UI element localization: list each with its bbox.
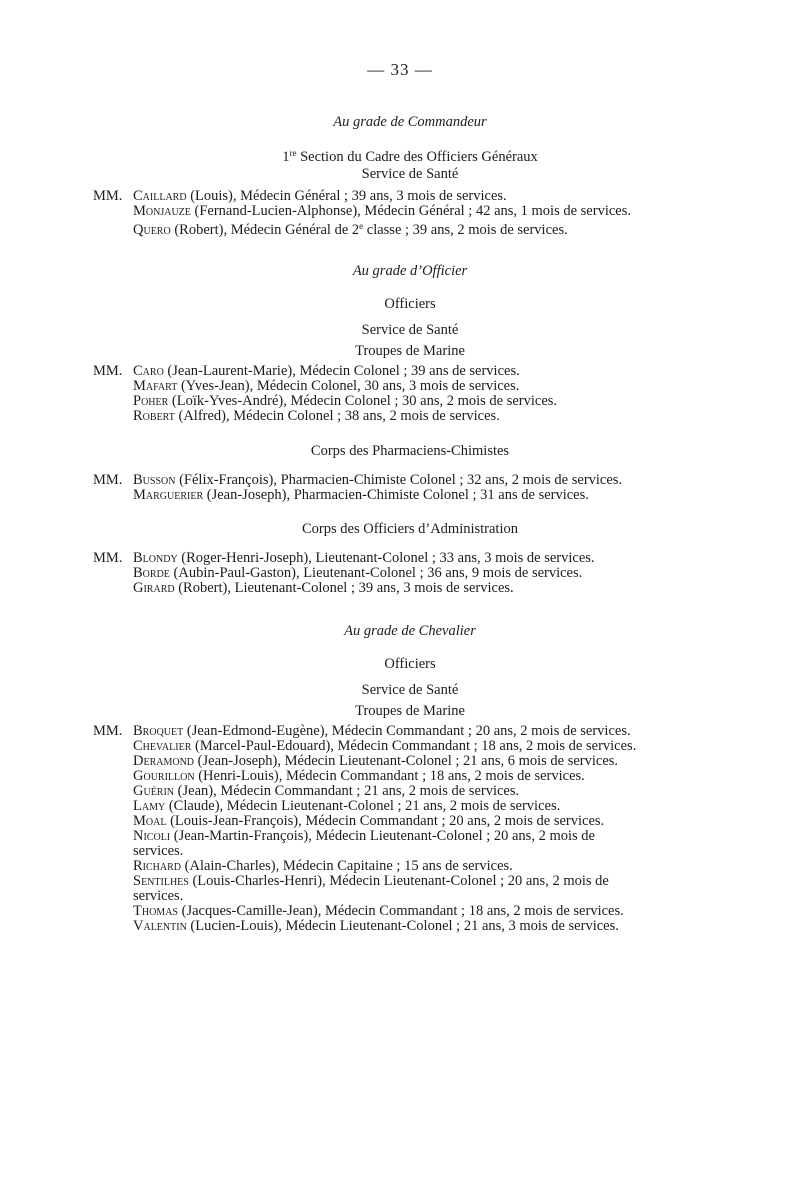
entry-text-2: classe ; 39 ans, 2 mois de services. bbox=[363, 222, 568, 238]
entry-text: (Alain-Charles), Médecin Capitaine ; 15 ans de services. bbox=[181, 858, 513, 874]
entry-text: (Fernand-Lucien-Alphonse), Médecin Général ; 42 ans, 1 mois de services. bbox=[190, 203, 631, 219]
entry bbox=[133, 473, 622, 488]
entry-text: (Yves-Jean), Médecin Colonel, 30 ans, 3 mois de services. bbox=[177, 378, 520, 394]
entry bbox=[133, 364, 520, 379]
entry-text: (Aubin-Paul-Gaston), Lieutenant-Colonel ; 36 ans, 9 mois de services. bbox=[169, 565, 583, 581]
heading-service-sante: Service de Santé bbox=[361, 166, 459, 182]
heading-service-sante: Service de Santé bbox=[361, 682, 459, 698]
entry bbox=[133, 754, 618, 769]
entry-name: Gourillon bbox=[133, 768, 195, 784]
entry-name: Guérin bbox=[133, 783, 175, 799]
entry bbox=[133, 566, 582, 581]
entry bbox=[133, 488, 589, 503]
heading-commandeur: Au grade de Commandeur bbox=[333, 114, 487, 130]
entry bbox=[133, 724, 631, 739]
entry bbox=[133, 784, 519, 799]
heading-troupes-marine: Troupes de Marine bbox=[355, 343, 465, 359]
entry bbox=[133, 904, 624, 919]
entry-continuation: services. bbox=[133, 888, 184, 904]
entry bbox=[133, 859, 513, 874]
entry bbox=[133, 829, 595, 844]
entry-text: (Félix-François), Pharmacien-Chimiste Colonel ; 32 ans, 2 mois de services. bbox=[175, 472, 623, 488]
entry-name: Sentilhes bbox=[133, 873, 189, 889]
entry-name: Broquet bbox=[133, 723, 184, 739]
heading-cadre bbox=[0, 148, 800, 166]
entry bbox=[133, 409, 500, 424]
entry-name: Caro bbox=[133, 363, 164, 379]
entry-text: (Robert), Médecin Général de 2 bbox=[170, 222, 360, 238]
entry-text: (Jean-Joseph), Médecin Lieutenant-Colonel ; 21 ans, 6 mois de services. bbox=[194, 753, 619, 769]
heading-troupes-marine: Troupes de Marine bbox=[355, 703, 465, 719]
entry-name: Busson bbox=[133, 472, 176, 488]
mm-label: MM. bbox=[93, 472, 123, 488]
mm-label: MM. bbox=[93, 723, 123, 739]
entry-text: (Jean-Edmond-Eugène), Médecin Commandant ; 20 ans, 2 mois de services. bbox=[183, 723, 631, 739]
entry-name: Quero bbox=[133, 222, 171, 238]
entry-text: (Louis-Jean-François), Médecin Commandant ; 20 ans, 2 mois de services. bbox=[166, 813, 605, 829]
entry-name: Caillard bbox=[133, 188, 187, 204]
entry-name: Robert bbox=[133, 408, 175, 424]
entry-name: Marguerier bbox=[133, 487, 204, 503]
entry-name: Monjauze bbox=[133, 203, 191, 219]
entry-text: (Roger-Henri-Joseph), Lieutenant-Colonel ; 33 ans, 3 mois de services. bbox=[177, 550, 595, 566]
entry-name: Valentin bbox=[133, 918, 187, 934]
entry-continuation: services. bbox=[133, 843, 184, 859]
entry-text: (Jacques-Camille-Jean), Médecin Commandant ; 18 ans, 2 mois de services. bbox=[177, 903, 624, 919]
entry bbox=[133, 379, 519, 394]
entry-name: Chevalier bbox=[133, 738, 192, 754]
entry-name: Borde bbox=[133, 565, 170, 581]
heading-officiers: Officiers bbox=[384, 296, 436, 312]
entry-text: (Jean), Médecin Commandant ; 21 ans, 2 mois de services. bbox=[174, 783, 520, 799]
entry bbox=[133, 919, 619, 934]
entry bbox=[133, 219, 568, 238]
heading-administration: Corps des Officiers d’Administration bbox=[302, 521, 518, 537]
entry-text: (Loïk-Yves-André), Médecin Colonel ; 30 ans, 2 mois de services. bbox=[168, 393, 558, 409]
entry-text: (Louis-Charles-Henri), Médecin Lieutenant-Colonel ; 20 ans, 2 mois de bbox=[188, 873, 609, 889]
entry-name: Girard bbox=[133, 580, 175, 596]
cadre-prefix: 1 bbox=[282, 149, 290, 165]
entry-text: (Marcel-Paul-Edouard), Médecin Commandant ; 18 ans, 2 mois de services. bbox=[191, 738, 637, 754]
entry-text: (Robert), Lieutenant-Colonel ; 39 ans, 3 mois de services. bbox=[174, 580, 514, 596]
entry-text: (Alfred), Médecin Colonel ; 38 ans, 2 mois de services. bbox=[174, 408, 500, 424]
entry-name: Deramond bbox=[133, 753, 195, 769]
heading-officier: Au grade d’Officier bbox=[352, 263, 468, 279]
mm-label: MM. bbox=[93, 550, 123, 566]
entry bbox=[133, 739, 636, 754]
entry-sup: e bbox=[359, 221, 364, 231]
entry-text: (Lucien-Louis), Médecin Lieutenant-Colonel ; 21 ans, 3 mois de services. bbox=[186, 918, 619, 934]
entry-name: Moal bbox=[133, 813, 167, 829]
entry bbox=[133, 551, 595, 566]
mm-label: MM. bbox=[93, 188, 123, 204]
entry-name: Richard bbox=[133, 858, 182, 874]
entry-name: Lamy bbox=[133, 798, 166, 814]
entry bbox=[133, 204, 631, 219]
entry bbox=[133, 581, 514, 596]
entry-name: Thomas bbox=[133, 903, 178, 919]
entry-text: (Jean-Joseph), Pharmacien-Chimiste Colonel ; 31 ans de services. bbox=[203, 487, 589, 503]
entry-text: (Jean-Laurent-Marie), Médecin Colonel ; 39 ans de services. bbox=[163, 363, 520, 379]
heading-pharmaciens: Corps des Pharmaciens-Chimistes bbox=[310, 443, 510, 459]
page-number: — 33 — bbox=[367, 60, 433, 79]
entry bbox=[133, 189, 507, 204]
entry-name: Nicoli bbox=[133, 828, 171, 844]
entry-text: (Louis), Médecin Général ; 39 ans, 3 mois de services. bbox=[186, 188, 507, 204]
entry bbox=[133, 394, 557, 409]
entry-text: (Jean-Martin-François), Médecin Lieutenant-Colonel ; 20 ans, 2 mois de bbox=[170, 828, 595, 844]
entry-text: (Henri-Louis), Médecin Commandant ; 18 ans, 2 mois de services. bbox=[194, 768, 585, 784]
entry-name: Mafart bbox=[133, 378, 178, 394]
entry bbox=[133, 769, 585, 784]
entry bbox=[133, 874, 609, 889]
heading-chevalier: Au grade de Chevalier bbox=[344, 623, 476, 639]
entry-name: Blondy bbox=[133, 550, 178, 566]
heading-officiers: Officiers bbox=[384, 656, 436, 672]
entry bbox=[133, 814, 604, 829]
entry bbox=[133, 799, 560, 814]
entry-text: (Claude), Médecin Lieutenant-Colonel ; 21 ans, 2 mois de services. bbox=[165, 798, 561, 814]
cadre-rest: Section du Cadre des Officiers Généraux bbox=[296, 149, 538, 165]
cadre-sup: re bbox=[289, 148, 297, 158]
mm-label: MM. bbox=[93, 363, 123, 379]
heading-service-sante: Service de Santé bbox=[361, 322, 459, 338]
entry-name: Poher bbox=[133, 393, 169, 409]
